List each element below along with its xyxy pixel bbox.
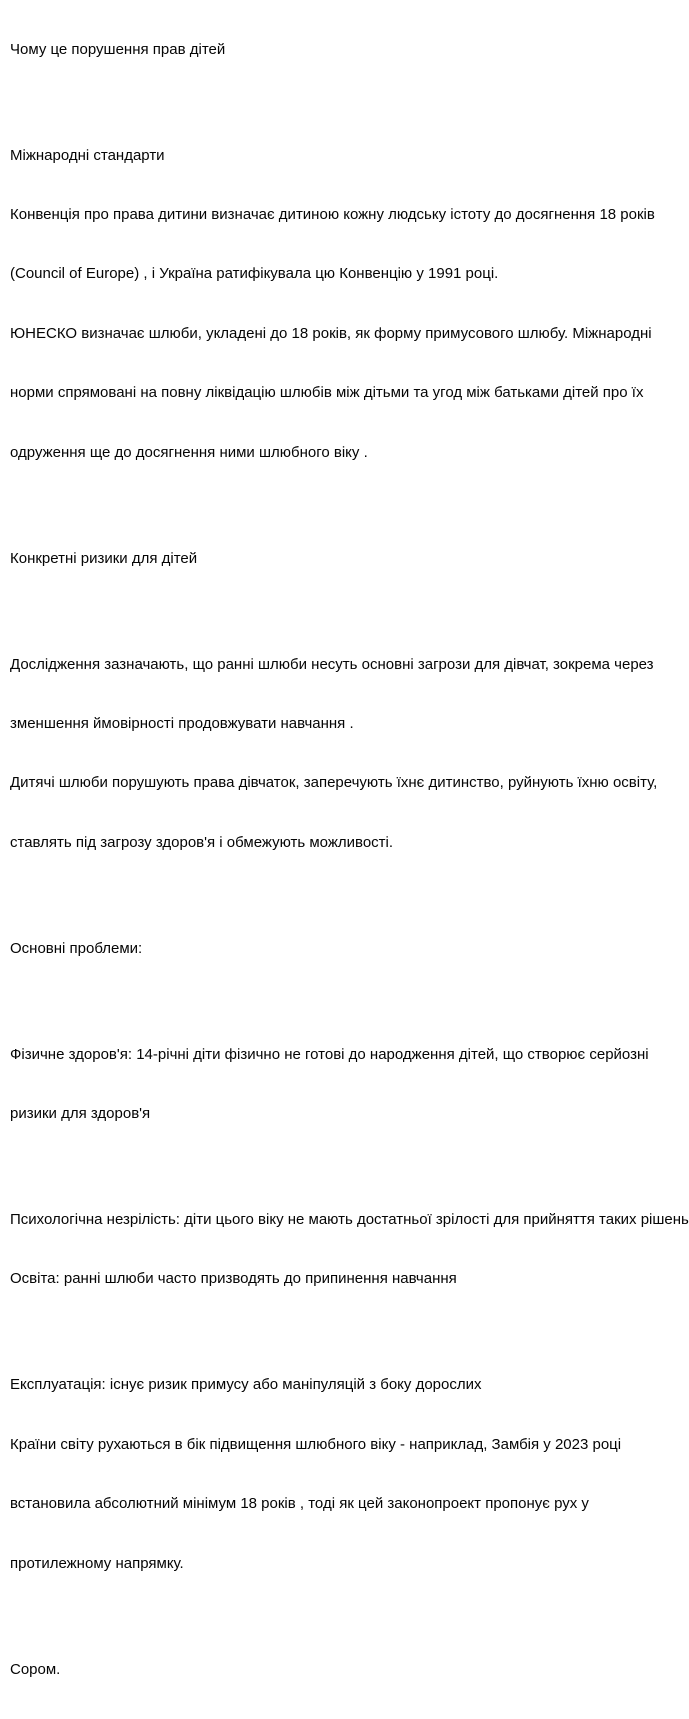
paragraph-physical-health: [10, 1005, 649, 1163]
paragraph-international-standards: [10, 106, 655, 502]
paragraph-specific-risks-heading: [10, 509, 646, 608]
paragraph-research: [10, 615, 658, 892]
text-line: Освіта: ранні шлюби часто призводять до припинення навчання: [10, 1270, 457, 1288]
text-line: Чому це порушення прав дітей: [10, 40, 226, 58]
text-line: Психологічна незрілість: діти цього віку не мають достатньої зрілості для прийняття таких рішень: [10, 1211, 689, 1229]
text-line: норми спрямовані на повну ліквідацію шлюбів між дітьми та угод між батьками дітей про їх: [10, 384, 644, 402]
text-line: Фізичне здоров'я: 14-річні діти фізично не готові до народження дітей, що створює серйозні: [10, 1045, 649, 1063]
text-line: ставлять під загрозу здоров'я і обмежують можливості.: [10, 833, 394, 851]
paragraph-exploitation: [10, 1336, 646, 1613]
text-line: протилежному напрямку.: [10, 1554, 184, 1572]
text-line: Експлуатація: існує ризик примусу або маніпуляцій з боку дорослих: [10, 1376, 482, 1394]
post-body: [10, 0, 689, 1719]
paragraph-main-problems-heading: [10, 899, 646, 998]
text-line: Країни світу рухаються в бік підвищення шлюбного віку - наприклад, Замбія у 2023 році: [10, 1435, 622, 1453]
paragraph-closing: [10, 1620, 646, 1719]
text-line: Дослідження зазначають, що ранні шлюби несуть основні загрози для дівчат, зокрема через: [10, 655, 654, 673]
paragraph-heading: [10, 0, 646, 99]
paragraph-psychological: [10, 1170, 689, 1328]
text-line: ЮНЕСКО визначає шлюби, укладені до 18 років, як форму примусового шлюбу. Міжнародні: [10, 324, 652, 342]
text-line: Конвенція про права дитини визначає дитиною кожну людську істоту до досягнення 18 років: [10, 205, 655, 223]
text-line: встановила абсолютний мінімум 18 років , тоді як цей законопроект пропонує рух у: [10, 1495, 589, 1513]
text-line: ризики для здоров'я: [10, 1105, 151, 1123]
text-line: одруження ще до досягнення ними шлюбного віку .: [10, 443, 368, 461]
text-line: (Council of Europe) , і Україна ратифікувала цю Конвенцію у 1991 році.: [10, 265, 499, 283]
text-line: Міжнародні стандарти: [10, 146, 165, 164]
text-line: Основні проблеми:: [10, 939, 143, 957]
text-line: Конкретні ризики для дітей: [10, 549, 198, 567]
text-line: зменшення ймовірності продовжувати навчання .: [10, 714, 354, 732]
text-line: Сором.: [10, 1660, 61, 1678]
text-line: Дитячі шлюби порушують права дівчаток, заперечують їхнє дитинство, руйнують їхню освіту,: [10, 774, 658, 792]
